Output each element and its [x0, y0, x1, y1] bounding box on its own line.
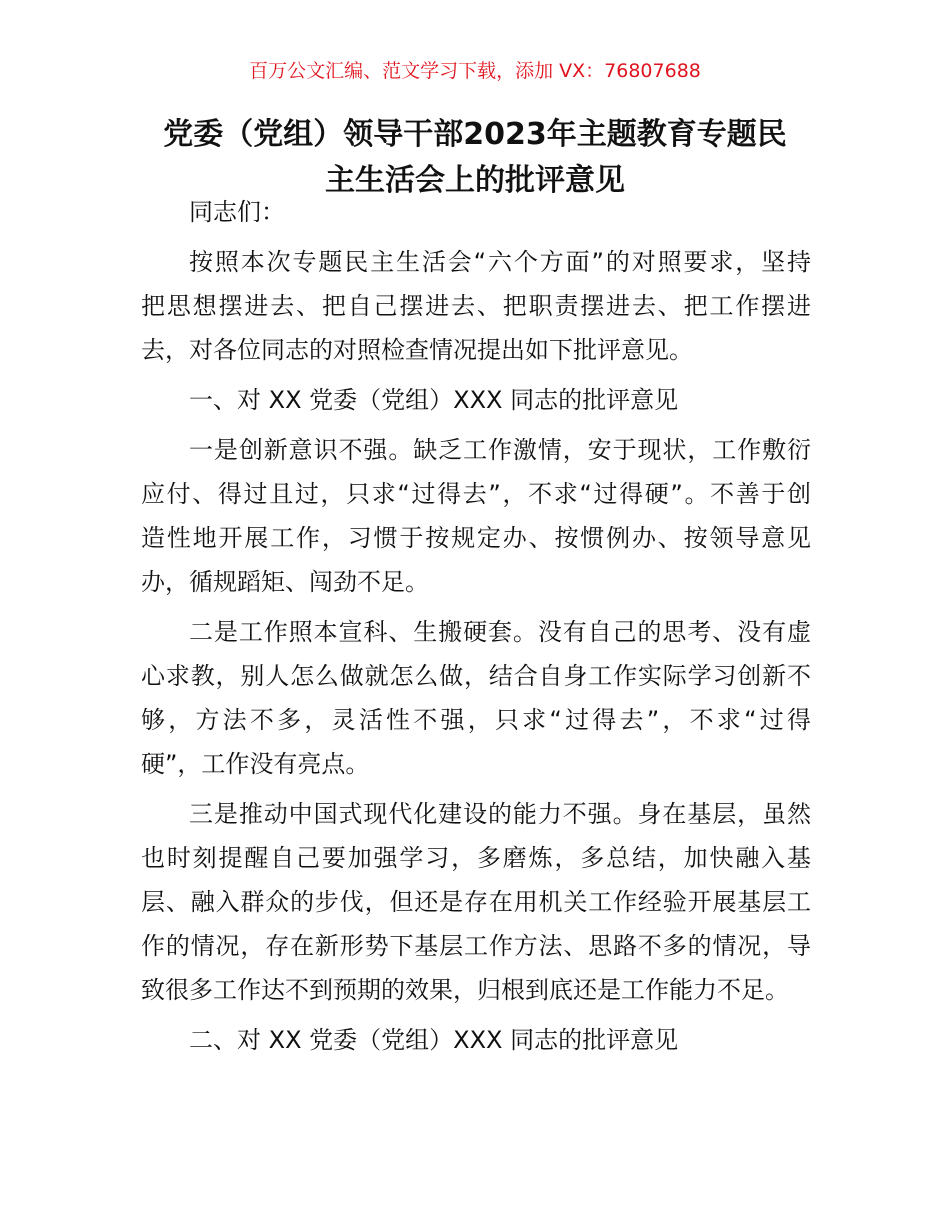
paragraph — [141, 240, 811, 372]
text-line: 应付、得过且过，只求“过得去”，不求“过得硬”。不善于创 — [141, 480, 811, 508]
text-line: 硬”，工作没有亮点。 — [141, 750, 370, 778]
text-line: 把思想摆进去、把自己摆进去、把职责摆进去、把工作摆进 — [141, 292, 811, 320]
document-body — [141, 190, 811, 1068]
watermark-header: 百万公文汇编、范文学习下载，添加 VX：76807688 — [249, 60, 701, 82]
text-line: 同志们： — [189, 198, 285, 226]
text-line: 够，方法不多，灵活性不强，只求“过得去”，不求“过得 — [141, 706, 811, 734]
text-line: 二是工作照本宣科、生搬硬套。没有自己的思考、没有虚 — [189, 618, 811, 646]
paragraph — [141, 428, 811, 604]
text-line: 按照本次专题民主生活会“六个方面”的对照要求，坚持 — [189, 248, 811, 276]
text-line: 层、融入群众的步伐，但还是存在用机关工作经验开展基层工 — [141, 888, 811, 916]
paragraph — [141, 610, 811, 786]
text-line: 二、对 XX 党委（党组）XXX 同志的批评意见 — [189, 1026, 679, 1054]
text-line: 一、对 XX 党委（党组）XXX 同志的批评意见 — [189, 386, 679, 414]
text-line: 办，循规蹈矩、闯劲不足。 — [141, 568, 429, 596]
text-line: 一是创新意识不强。缺乏工作激情，安于现状，工作敷衍 — [189, 436, 811, 464]
text-line: 也时刻提醒自己要加强学习，多磨炼，多总结，加快融入基 — [141, 844, 811, 872]
text-line: 造性地开展工作，习惯于按规定办、按惯例办、按领导意见 — [141, 524, 811, 552]
text-line: 致很多工作达不到预期的效果，归根到底还是工作能力不足。 — [141, 976, 789, 1004]
text-line: 三是推动中国式现代化建设的能力不强。身在基层，虽然 — [189, 800, 811, 828]
text-line: 去，对各位同志的对照检查情况提出如下批评意见。 — [141, 336, 693, 364]
text-line: 作的情况，存在新形势下基层工作方法、思路不多的情况，导 — [141, 932, 811, 960]
title-line: 主生活会上的批评意见 — [325, 163, 625, 198]
text-line: 心求教，别人怎么做就怎么做，结合自身工作实际学习创新不 — [141, 662, 811, 690]
title-line: 党委（党组）领导干部2023年主题教育专题民 — [163, 117, 787, 152]
paragraph — [141, 190, 811, 234]
paragraph — [141, 1018, 811, 1062]
paragraph — [141, 792, 811, 1012]
paragraph — [141, 378, 811, 422]
